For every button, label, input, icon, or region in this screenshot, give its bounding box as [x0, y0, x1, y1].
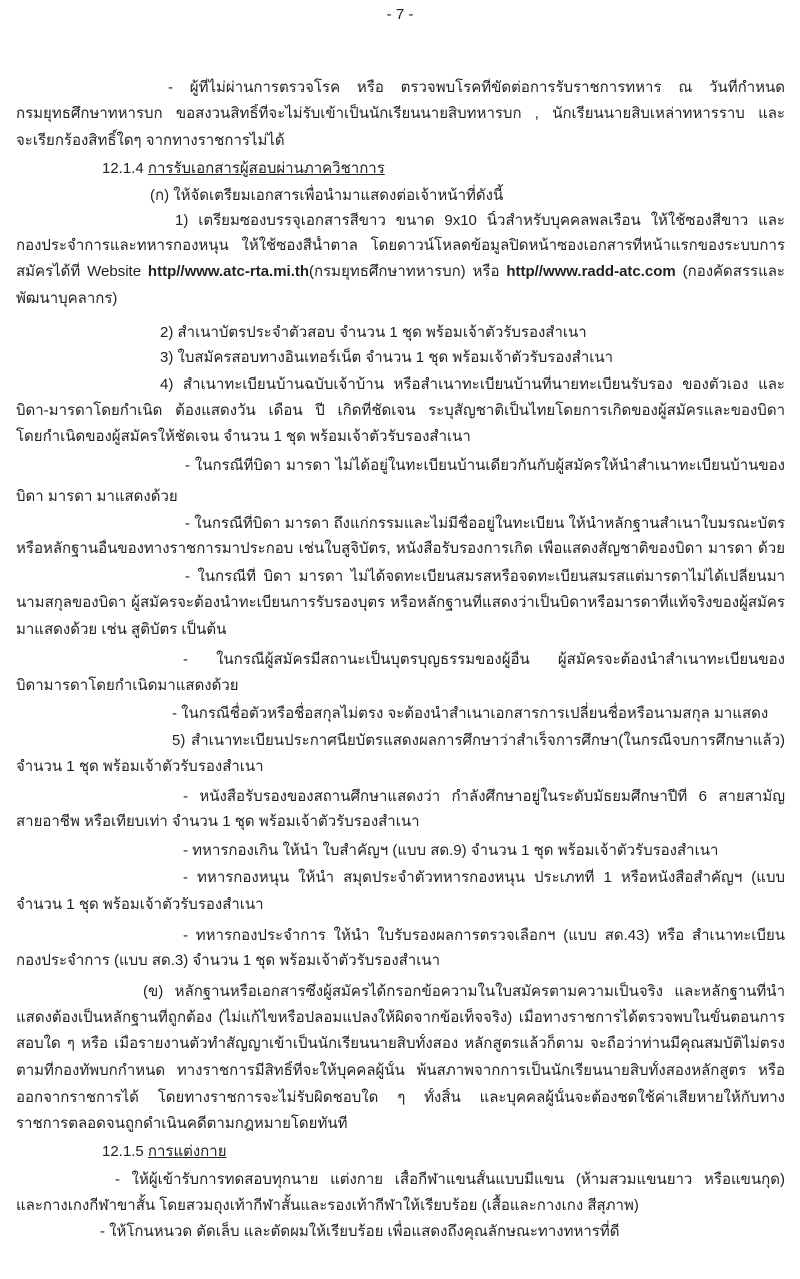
paragraph-line: 2) สำเนาบัตรประจำตัวสอบ จำนวน 1 ชุด พร้อมเจ้าตัวรับรองสำเนา — [160, 324, 587, 341]
section-heading-12-1-4 — [102, 159, 785, 179]
paragraph-line: พัฒนาบุคลากร) — [16, 290, 118, 307]
website-mid: (กรมยุทธศึกษาทหารบก) หรือ — [309, 263, 507, 280]
section-heading-12-1-5 — [102, 1142, 785, 1162]
paragraph-line: (ก) ให้จัดเตรียมเอกสารเพื่อนำมาแสดงต่อเจ้าหน้าที่ดังนี้ — [150, 187, 504, 204]
paragraph-line: บิดา-มารดาโดยกำเนิด ต้องแสดงวัน เดือน ปี เกิดที่ชัดเจน ระบุสัญชาติเป็นไทยโดยการเกิดของผู้สมัครและของบิดา — [16, 402, 785, 419]
paragraph-line: - ในกรณีที่บิดา มารดา ถึงแก่กรรมและไม่มีชื่ออยู่ในทะเบียน ให้นำหลักฐานสำเนาใบมรณะบัตร — [185, 515, 785, 532]
paragraph-line: จะเรียกร้องสิทธิ์ใดๆ จากทางราชการไม่ได้ — [16, 132, 285, 149]
paragraph-line: แสดงต้องเป็นหลักฐานที่ถูกต้อง (ไม่แก้ไขหรือปลอมแปลงให้ผิดจากข้อเท็จจริง) เมื่อทางราชการได้ตรวจพบในขั้นตอนการ — [16, 1009, 785, 1026]
website-suffix: (กองคัดสรรและ — [675, 263, 785, 280]
website-line — [16, 262, 785, 282]
section-title: การแต่งกาย — [147, 1143, 227, 1160]
website-prefix: สมัครได้ที่ Website — [16, 263, 148, 280]
link-atc-rta[interactable]: http//www.atc-rta.mi.th — [147, 263, 310, 280]
paragraph-line: บิดามารดาโดยกำเนิดมาแสดงด้วย — [16, 677, 239, 694]
paragraph-line: กองประจำการและทหารกองหนุน ให้ใช้ซองสีน้ำตาล โดยดาวน์โหลดข้อมูลปิดหน้าซองเอกสารที่หน้าแรกของระบบการ — [16, 237, 785, 254]
link-radd-atc[interactable]: http//www.radd-atc.com — [506, 263, 676, 280]
paragraph-line: ออกจากราชการได้ โดยทางราชการจะไม่รับผิดชอบใด ๆ ทั้งสิ้น และบุคคลผู้นั้นจะต้องชดใช้ค่าเสียหายให้กับทาง — [16, 1089, 785, 1106]
paragraph-line: 3) ใบสมัครสอบทางอินเทอร์เน็ต จำนวน 1 ชุด พร้อมเจ้าตัวรับรองสำเนา — [160, 349, 614, 366]
paragraph-line: กรมยุทธศึกษาทหารบก ขอสงวนสิทธิ์ที่จะไม่รับเข้าเป็นนักเรียนนายสิบทหารบก , นักเรียนนายสิบเหล่าทหารราบ และ — [16, 105, 785, 122]
paragraph-line: - ทหารกองประจำการ ให้นำ ใบรับรองผลการตรวจเลือกฯ (แบบ สด.43) หรือ สำเนาทะเบียน — [183, 927, 785, 944]
paragraph-line: โดยกำเนิดของผู้สมัครให้ชัดเจน จำนวน 1 ชุด พร้อมเจ้าตัวรับรองสำเนา — [16, 428, 471, 445]
paragraph-line: จำนวน 1 ชุด พร้อมเจ้าตัวรับรองสำเนา — [16, 896, 264, 913]
paragraph-line: 1) เตรียมซองบรรจุเอกสารสีขาว ขนาด 9x10 นิ้วสำหรับบุคคลพลเรือน ให้ใช้ซองสีขาว และ — [175, 212, 785, 229]
paragraph-line: - ให้ผู้เข้ารับการทดสอบทุกนาย แต่งกาย เสื้อกีฬาแขนสั้นแบบมีแขน (ห้ามสวมแขนยาว หรือแขนกุด) — [115, 1171, 785, 1188]
paragraph-line: - ในกรณีที่ บิดา มารดา ไม่ได้จดทะเบียนสมรสหรือจดทะเบียนสมรสแต่มารดาไม่ได้เปลี่ยนมา — [185, 568, 785, 585]
paragraph-line: - ในกรณีชื่อตัวหรือชื่อสกุลไม่ตรง จะต้องนำสำเนาเอกสารการเปลี่ยนชื่อหรือนามสกุล มาแสดง — [172, 705, 769, 722]
paragraph-line: ตามที่กองทัพบกกำหนด ทางราชการมีสิทธิ์ที่จะให้บุคคลผู้นั้น พ้นสภาพจากการเป็นนักเรียนนายสิบทั้งสองหลักสูตร หรือ — [16, 1062, 785, 1079]
paragraph-line: - ในกรณีผู้สมัครมีสถานะเป็นบุตรบุญธรรมของผู้อื่น ผู้สมัครจะต้องนำสำเนาทะเบียนของ — [183, 651, 785, 668]
section-number: 12.1.5 — [102, 1143, 144, 1160]
paragraph-line: 5) สำเนาทะเบียนประกาศนียบัตรแสดงผลการศึกษาว่าสำเร็จการศึกษา(ในกรณีจบการศึกษาแล้ว) — [172, 732, 785, 749]
section-number: 12.1.4 — [102, 160, 144, 177]
paragraph-line: (ข) หลักฐานหรือเอกสารซึ่งผู้สมัครได้กรอกข้อความในใบสมัครตามความเป็นจริง และหลักฐานที่นำ — [143, 983, 785, 1000]
paragraph-line: - หนังสือรับรองของสถานศึกษาแสดงว่า กำลังศึกษาอยู่ในระดับมัธยมศึกษาปีที่ 6 สายสามัญ — [183, 788, 785, 805]
paragraph-line: กองประจำการ (แบบ สด.3) จำนวน 1 ชุด พร้อมเจ้าตัวรับรองสำเนา — [16, 952, 441, 969]
paragraph-line: และกางเกงกีฬาขาสั้น โดยสวมถุงเท้ากีฬาสั้นและรองเท้ากีฬาให้เรียบร้อย (เสื้อและกางเกง สีสุภาพ) — [16, 1197, 639, 1214]
paragraph-line: ราชการตลอดจนถูกดำเนินคดีตามกฎหมายโดยทันที — [16, 1115, 348, 1132]
paragraph-line: - ในกรณีที่บิดา มารดา ไม่ได้อยู่ในทะเบียนบ้านเดียวกันกับผู้สมัครให้นำสำเนาทะเบียนบ้านของ — [185, 457, 785, 474]
paragraph-line: - ทหารกองหนุน ให้นำ สมุดประจำตัวทหารกองหนุน ประเภทที่ 1 หรือหนังสือสำคัญฯ (แบบ — [183, 869, 785, 886]
page-number: - 7 - — [386, 6, 414, 23]
paragraph-line: บิดา มารดา มาแสดงด้วย — [16, 488, 178, 505]
paragraph-line: นามสกุลของบิดา ผู้สมัครจะต้องนำทะเบียนการรับรองบุตร หรือหลักฐานที่แสดงว่าเป็นบิดาหรือมารดาที่แท้จริงของผู้สมัคร — [16, 594, 785, 611]
paragraph-line: มาแสดงด้วย เช่น สูติบัตร เป็นต้น — [16, 621, 227, 638]
paragraph-line: หรือหลักฐานอื่นของทางราชการมาประกอบ เช่นใบสูจิบัตร, หนังสือรับรองการเกิด เพื่อแสดงสัญชาติของบิดา มารดา ด้วย — [16, 540, 785, 557]
paragraph-line: - ทหารกองเกิน ให้นำ ใบสำคัญฯ (แบบ สด.9) จำนวน 1 ชุด พร้อมเจ้าตัวรับรองสำเนา — [183, 842, 719, 859]
paragraph-line: - ผู้ที่ไม่ผ่านการตรวจโรค หรือ ตรวจพบโรคที่ขัดต่อการรับราชการทหาร ณ วันที่กำหนด — [168, 79, 785, 96]
section-title: การรับเอกสารผู้สอบผ่านภาควิชาการ — [147, 160, 385, 177]
paragraph-line: สายอาชีพ หรือเทียบเท่า จำนวน 1 ชุด พร้อมเจ้าตัวรับรองสำเนา — [16, 813, 420, 830]
paragraph-line: สอบใด ๆ หรือ เมื่อรายงานตัวทำสัญญาเข้าเป็นนักเรียนนายสิบทั้งสอง หลักสูตรแล้วก็ตาม จะถือว่าท่านมีคุณสมบัติไม่ตรง — [16, 1035, 785, 1052]
paragraph-line: จำนวน 1 ชุด พร้อมเจ้าตัวรับรองสำเนา — [16, 758, 264, 775]
paragraph-line: 4) สำเนาทะเบียนบ้านฉบับเจ้าบ้าน หรือสำเนาทะเบียนบ้านที่นายทะเบียนรับรอง ของตัวเอง และ — [160, 376, 785, 393]
paragraph-line: - ให้โกนหนวด ตัดเล็บ และตัดผมให้เรียบร้อย เพื่อแสดงถึงคุณลักษณะทางทหารที่ดี — [100, 1223, 620, 1240]
